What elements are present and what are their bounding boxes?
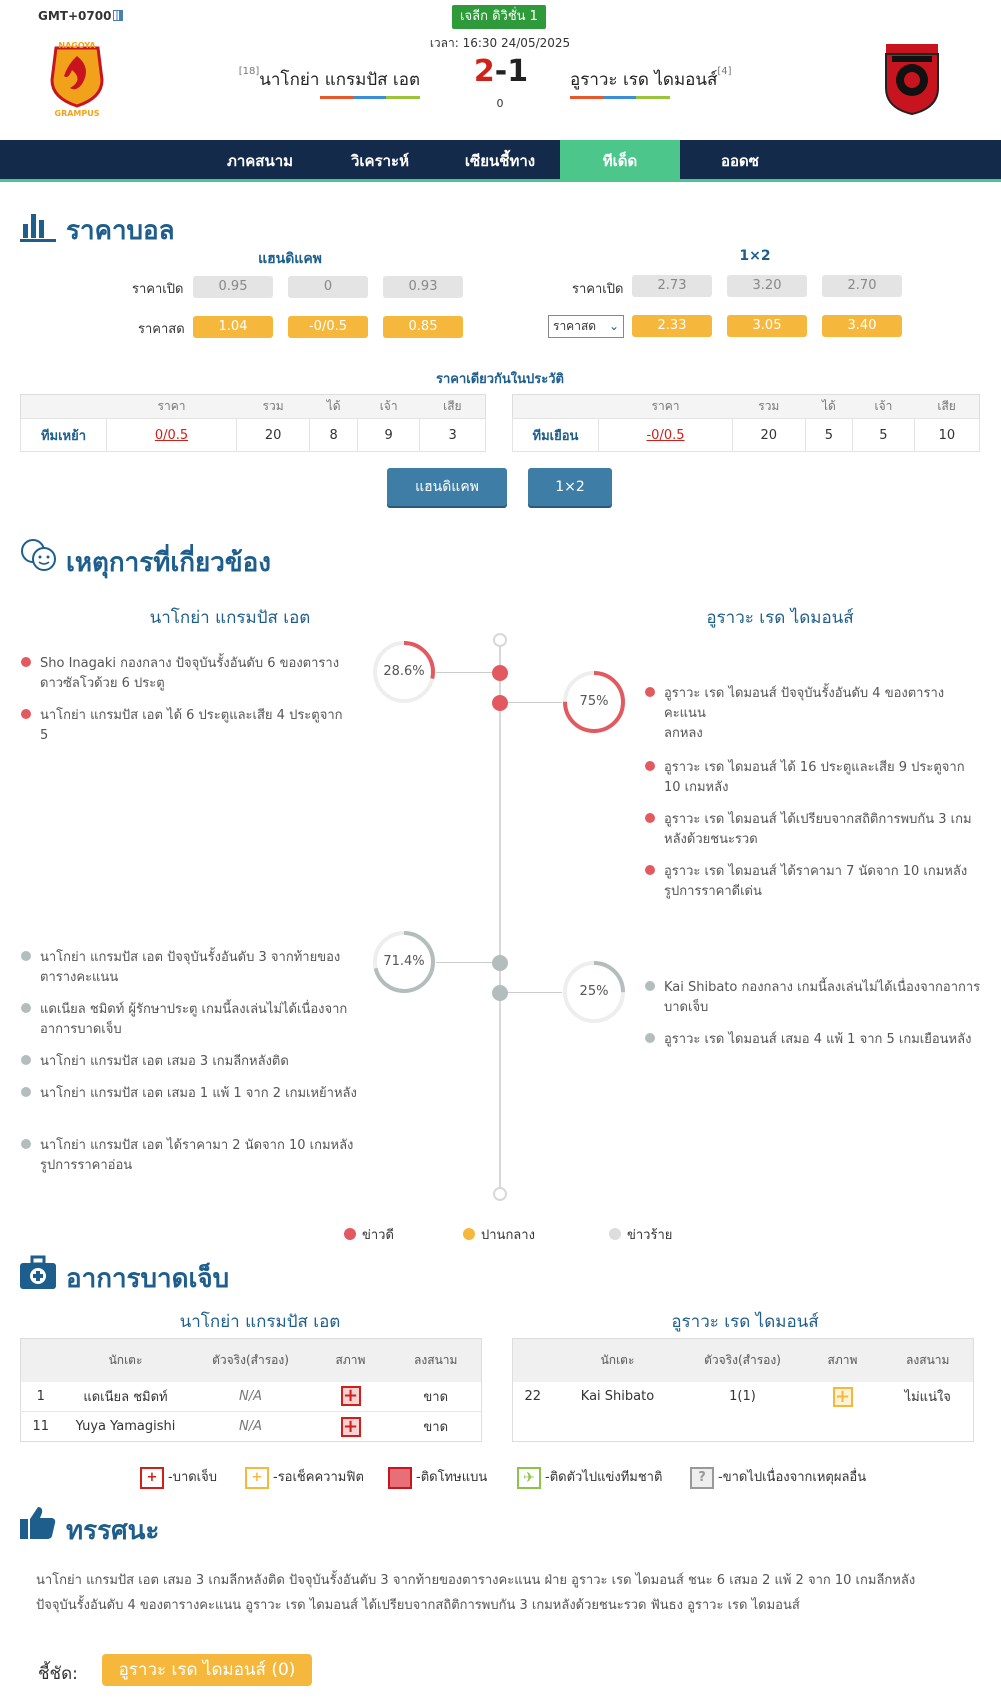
player-number: 1 [36, 1388, 45, 1404]
score-separator: - [494, 54, 508, 89]
col-win: ได้ [805, 395, 853, 419]
hdp-open-away: 0.93 [383, 276, 463, 298]
timeline-end [493, 1187, 507, 1201]
away-name-text: อูราวะ เรด ไดมอนส์ [570, 70, 718, 90]
legend-neutral-dot [463, 1228, 475, 1240]
row-team: ทีมเยือน [513, 419, 599, 452]
home-bad-item: แดเนียล ชมิดท์ ผู้รักษาประตู เกมนี้ลงเล่นไม่ได้เนื่องจากอาการบาดเจ็บ [40, 1002, 348, 1037]
timezone-text: GMT+0700 [38, 9, 112, 23]
home-injury-table [20, 1338, 482, 1442]
row-team: ทีมเหย้า [21, 419, 107, 452]
legend-injured-label: -บาดเจ็บ [168, 1470, 217, 1485]
question-icon: ? [690, 1467, 714, 1489]
row-draw: 9 [358, 419, 420, 452]
timeline-line [499, 641, 501, 1197]
col-lose: เสีย [420, 395, 486, 419]
home-rank: [18] [238, 66, 260, 77]
suspension-card-icon [388, 1467, 412, 1489]
airplane-icon: ✈ [517, 1467, 541, 1489]
col-apps: ตัวจริง(สำรอง) [683, 1339, 803, 1382]
away-rank: [4] [717, 66, 732, 77]
legend-other-label: -ขาดไปเนื่องจากเหตุผลอื่น [718, 1470, 867, 1485]
row-win: 8 [310, 419, 358, 452]
nav-item-odds[interactable]: ออดซ [721, 152, 759, 170]
odds-type-select[interactable] [548, 315, 624, 338]
col-condition: สภาพ [311, 1339, 391, 1382]
away-bad-item: Kai Shibato กองกลาง เกมนี้ลงเล่นไม่ได้เนื่องจากอาการบาดเจ็บ [664, 980, 981, 1015]
home-bad-item: นาโกย่า แกรมปัส เอต เสมอ 3 เกมลีกหลังติด [40, 1054, 289, 1069]
injury-section-title: อาการบาดเจ็บ [66, 1264, 230, 1294]
away-good-item: อูราวะ เรด ไดมอนส์ ปัจจุบันรั้งอันดับ 4 ของตาราง คะแนน [664, 686, 945, 721]
col-price: ราคา [107, 395, 237, 419]
home-bad-pct: 71.4% [383, 954, 425, 969]
hdp-open-label: ราคาเปิด [132, 282, 184, 297]
bullet [645, 813, 655, 823]
row-draw: 5 [853, 419, 915, 452]
bullet [21, 1003, 31, 1013]
connector [508, 992, 562, 993]
row-lose: 3 [420, 419, 486, 452]
x12-open-draw: 3.20 [727, 275, 807, 297]
hdp-live-label: ราคาสด [138, 322, 185, 337]
odds-section-title: ราคาบอล [66, 216, 175, 246]
timeline-node [492, 665, 508, 681]
row-total: 20 [237, 419, 310, 452]
col-apps: ตัวจริง(สำรอง) [191, 1339, 311, 1382]
home-good-item: Sho Inagaki กองกลาง ปัจจุบันรั้งอันดับ 6 ของตาราง ดาวซัลโวด้วย 6 ประตู [40, 656, 340, 691]
home-team-name[interactable] [230, 66, 420, 99]
x12-open-away: 2.70 [822, 275, 902, 297]
col-lose: เสีย [914, 395, 979, 419]
main-nav [0, 140, 1001, 182]
away-team-logo[interactable] [880, 40, 944, 118]
events-home-team: นาโกย่า แกรมปัส เอต [149, 608, 311, 628]
away-team-name[interactable] [570, 66, 760, 99]
legend-fitness-label: -รอเช็คความฟิต [273, 1470, 364, 1485]
table-header [513, 395, 980, 419]
match-score [460, 54, 542, 89]
col-total: รวม [733, 395, 806, 419]
col-player: นักเตะ [553, 1339, 683, 1382]
bullet [645, 981, 655, 991]
hdp-live-home[interactable]: 1.04 [193, 316, 273, 338]
bullet [21, 657, 31, 667]
legend-good-dot [344, 1228, 356, 1240]
chart-icon [113, 10, 123, 21]
row-price[interactable]: 0/0.5 [107, 419, 237, 452]
home-team-logo[interactable] [42, 40, 112, 118]
col-status: ลงสนาม [883, 1339, 974, 1382]
same-price-title: ราคาเดียวกันในประวัติ [435, 372, 565, 387]
away-history-table [512, 394, 980, 452]
timeline-node [492, 955, 508, 971]
col-total: รวม [237, 395, 310, 419]
legend-other [690, 1466, 866, 1489]
nav-item-expert[interactable]: เซียนชี้ทาง [464, 152, 536, 170]
bullet [21, 1087, 31, 1097]
injured-icon: + [140, 1467, 164, 1489]
legend-injured [140, 1466, 217, 1489]
player-status: ขาด [423, 1420, 449, 1436]
view-text: นาโกย่า แกรมปัส เอต เสมอ 3 เกมลีกหลังติด ปัจจุบันรั้งอันดับ 3 จากท้ายของตารางคะแนน ฝ่าย อูราวะ เรด ไดมอนส์ ชนะ 6 เสมอ 2 แพ้ 2 จาก 10 เกมลีกหลัง ปัจจุบันรั้งอันดับ 4 ของตารางคะแนน อูราวะ เรด ไดมอนส์ ได้เปรียบจากสถิติการพบกัน 3 เกมหลังด้วยชนะรวด ฟันธง อูราวะ เรด ไดมอนส์ [36, 1573, 916, 1613]
row-lose: 10 [914, 419, 979, 452]
x12-label: 1×2 [739, 248, 771, 264]
bullet [645, 687, 655, 697]
player-apps: 1(1) [729, 1389, 756, 1405]
bar-chart-icon [20, 210, 56, 242]
row-total: 20 [733, 419, 806, 452]
legend-bad-dot [609, 1228, 621, 1240]
away-color-bar [570, 96, 670, 99]
home-bad-item: นาโกย่า แกรมปัส เอต เสมอ 1 แพ้ 1 จาก 2 เกมเหย้าหลัง [40, 1086, 357, 1101]
col-condition: สภาพ [803, 1339, 883, 1382]
bullet [21, 951, 31, 961]
timeline-node [492, 985, 508, 1001]
away-bad-pct: 25% [579, 984, 609, 999]
away-good-item: อูราวะ เรด ไดมอนส์ ได้ราคามา 7 นัดจาก 10 เกมหลัง รูปการราคาดีเด่น [664, 864, 968, 899]
bullet [21, 1055, 31, 1065]
row-price[interactable]: -0/0.5 [599, 419, 733, 452]
connector [508, 702, 562, 703]
faces-icon [20, 538, 56, 572]
player-name[interactable]: Yuya Yamagishi [75, 1419, 176, 1435]
away-good-item: อูราวะ เรด ไดมอนส์ ได้ 16 ประตูและเสีย 9 ประตูจาก 10 เกมหลัง [664, 760, 965, 795]
col-price: ราคา [599, 395, 733, 419]
injured-icon: + [341, 1417, 361, 1437]
match-time: เวลา: 16:30 24/05/2025 [429, 36, 571, 50]
player-number: 11 [32, 1419, 50, 1435]
player-status: ไม่แน่ใจ [904, 1390, 951, 1406]
svg-text:GRAMPUS: GRAMPUS [54, 109, 100, 118]
player-apps: N/A [239, 1388, 262, 1404]
injured-icon: + [341, 1386, 361, 1406]
odds-type-value: ราคาสด [553, 319, 597, 333]
connector [436, 672, 492, 673]
table-header [513, 1339, 974, 1382]
bullet [645, 1033, 655, 1043]
col-win: ได้ [310, 395, 358, 419]
player-apps: N/A [239, 1419, 262, 1435]
home-bad-item: นาโกย่า แกรมปัส เอต ได้ราคามา 2 นัดจาก 10 เกมหลัง รูปการราคาอ่อน [40, 1138, 354, 1173]
home-score: 2 [473, 54, 495, 89]
hdp-open-home: 0.95 [193, 276, 273, 298]
x12-open-home: 2.73 [632, 275, 712, 297]
table-header [21, 1339, 482, 1382]
pick-label: ชี้ชัด: [38, 1664, 78, 1684]
home-good-item: นาโกย่า แกรมปัส เอต ได้ 6 ประตูและเสีย 4 ประตูจาก 5 [40, 708, 343, 743]
legend-suspended [388, 1466, 487, 1489]
table-row [513, 1382, 974, 1412]
medical-kit-icon [20, 1257, 56, 1289]
handicap-label: แฮนดิแคพ [258, 251, 322, 267]
bullet [21, 709, 31, 719]
nav-item-analysis[interactable]: วิเคราะห์ [350, 152, 409, 170]
legend-national [517, 1466, 662, 1489]
nav-item-tips[interactable]: ทีเด็ด [560, 140, 680, 182]
home-good-pct: 28.6% [383, 664, 425, 679]
col-player: นักเตะ [61, 1339, 191, 1382]
handicap-button[interactable]: แฮนดิแคพ [387, 468, 507, 506]
nav-item-field[interactable]: ภาคสนาม [226, 152, 294, 170]
table-row [513, 419, 980, 452]
hdp-live-line[interactable]: -0/0.5 [288, 316, 368, 338]
x12-live-away[interactable]: 3.40 [822, 315, 902, 337]
pick-badge[interactable]: อูราวะ เรด ไดมอนส์ (0) [102, 1654, 312, 1686]
events-section-title: เหตุการที่เกี่ยวข้อง [66, 548, 271, 578]
home-name-text: นาโกย่า แกรมปัส เอต [259, 70, 420, 90]
timezone-label[interactable] [38, 9, 123, 23]
x12-live-draw[interactable]: 3.05 [727, 315, 807, 337]
legend-good-label: ข่าวดี [362, 1228, 394, 1243]
thumbs-up-icon [20, 1505, 56, 1539]
x12-button[interactable]: 1×2 [528, 468, 612, 506]
bullet [645, 865, 655, 875]
col-status: ลงสนาม [391, 1339, 482, 1382]
timeline-node [492, 695, 508, 711]
col-draw: เจ้า [853, 395, 915, 419]
chevron-down-icon: ⌄ [608, 319, 619, 333]
away-injury-table [512, 1338, 974, 1442]
half-time-score: 0 [496, 97, 504, 110]
player-number: 22 [524, 1389, 542, 1405]
fitness-check-icon: + [833, 1387, 853, 1407]
view-section-title: ทรรศนะ [66, 1516, 160, 1546]
fitness-check-icon: + [245, 1467, 269, 1489]
legend-neutral-label: ปานกลาง [481, 1228, 535, 1243]
row-win: 5 [805, 419, 853, 452]
away-good-item: ลกหลง [664, 726, 703, 741]
league-badge[interactable]: เจลีก ดิวิชั่น 1 [452, 5, 546, 29]
bullet [21, 1139, 31, 1149]
events-away-team: อูราวะ เรด ไดมอนส์ [706, 608, 854, 628]
connector [436, 962, 492, 963]
away-good-pct: 75% [579, 694, 609, 709]
timeline-start [493, 633, 507, 647]
table-header [21, 395, 486, 419]
legend-fitness [245, 1466, 364, 1489]
legend-suspended-label: -ติดโทษแบน [416, 1470, 488, 1485]
away-score: 1 [507, 54, 529, 89]
svg-text:NAGOYA: NAGOYA [58, 41, 96, 50]
table-row [21, 1382, 482, 1412]
player-status: ขาด [423, 1389, 449, 1405]
hdp-open-line: 0 [288, 276, 368, 298]
legend-national-label: -ติดตัวไปแข่งทีมชาติ [545, 1470, 663, 1485]
bullet [645, 761, 655, 771]
home-bad-item: นาโกย่า แกรมปัส เอต ปัจจุบันรั้งอันดับ 3 จากท้ายของตารางคะแนน [40, 950, 341, 985]
player-name[interactable]: Kai Shibato [580, 1389, 655, 1405]
player-name[interactable]: แดเนียล ชมิดท์ [83, 1389, 168, 1405]
legend-bad-label: ข่าวร้าย [627, 1228, 673, 1243]
away-good-item: อูราวะ เรด ไดมอนส์ ได้เปรียบจากสถิติการพบกัน 3 เกมหลังด้วยชนะรวด [664, 812, 972, 847]
table-row [21, 419, 486, 452]
injury-away-team: อูราวะ เรด ไดมอนส์ [671, 1312, 819, 1332]
x12-open-label: ราคาเปิด [572, 282, 624, 297]
table-row [21, 1412, 482, 1442]
injury-home-team: นาโกย่า แกรมปัส เอต [179, 1312, 341, 1332]
away-bad-item: อูราวะ เรด ไดมอนส์ เสมอ 4 แพ้ 1 จาก 5 เกมเยือนหลัง [664, 1032, 972, 1047]
home-history-table [20, 394, 486, 452]
x12-live-home[interactable]: 2.33 [632, 315, 712, 337]
hdp-live-away[interactable]: 0.85 [383, 316, 463, 338]
home-color-bar [320, 96, 420, 99]
col-draw: เจ้า [358, 395, 420, 419]
